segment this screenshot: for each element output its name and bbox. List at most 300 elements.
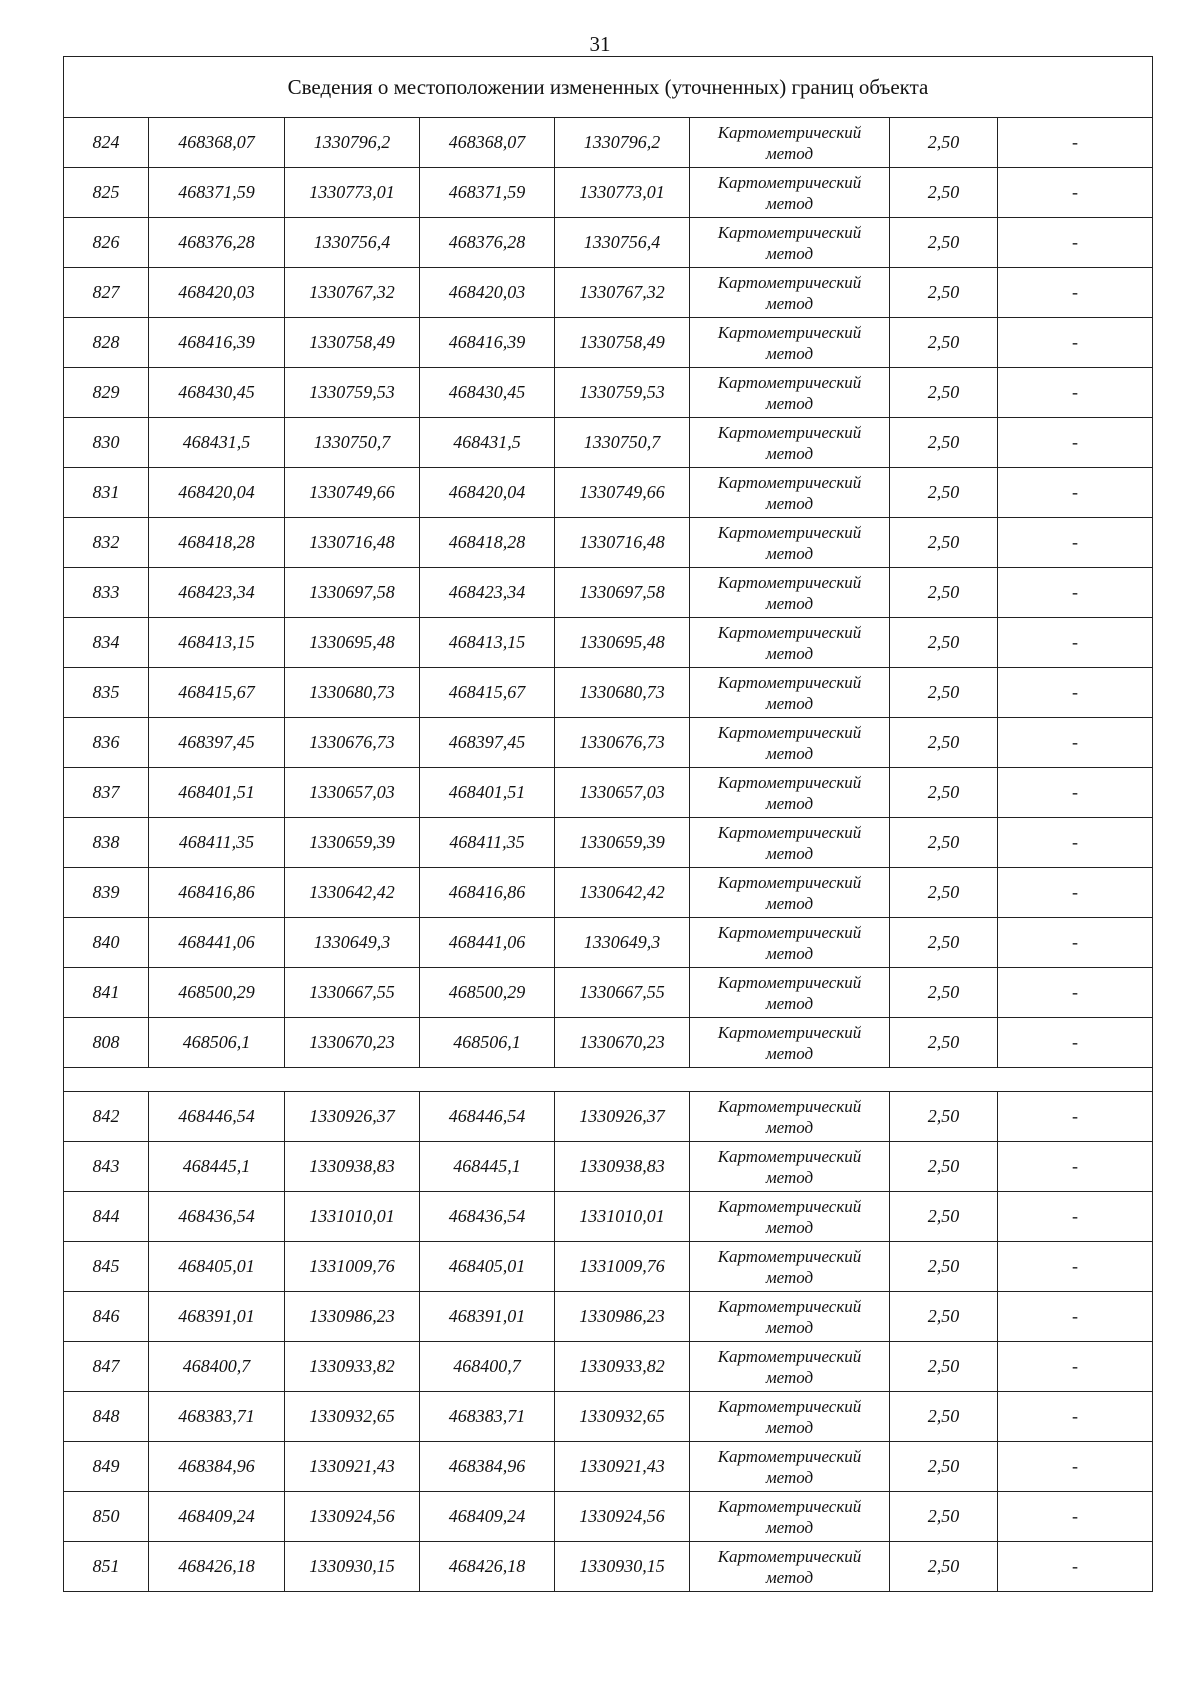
y-existing-cell: 1330670,23 xyxy=(285,1018,420,1068)
table-body xyxy=(64,57,1153,1592)
method-cell xyxy=(690,1492,890,1542)
y-new-cell: 1330796,2 xyxy=(555,118,690,168)
method-line2: метод xyxy=(765,1317,814,1337)
method-cell xyxy=(690,1292,890,1342)
point-number-cell: 845 xyxy=(64,1242,149,1292)
accuracy-cell: 2,50 xyxy=(890,318,998,368)
method-line2: метод xyxy=(765,1367,814,1387)
y-existing-cell: 1330767,32 xyxy=(285,268,420,318)
method-line2: метод xyxy=(765,1517,814,1537)
y-new-cell: 1331009,76 xyxy=(555,1242,690,1292)
point-number-cell: 843 xyxy=(64,1142,149,1192)
method-line1: Картометрический xyxy=(717,822,862,842)
method-line1: Картометрический xyxy=(717,1196,862,1216)
method-cell xyxy=(690,718,890,768)
x-new-cell: 468411,35 xyxy=(420,818,555,868)
method-line2: метод xyxy=(765,793,814,813)
method-line1: Картометрический xyxy=(717,1022,862,1042)
x-existing-cell: 468441,06 xyxy=(149,918,285,968)
table-row xyxy=(64,1192,1153,1242)
accuracy-cell: 2,50 xyxy=(890,968,998,1018)
method-cell xyxy=(690,368,890,418)
point-number-cell: 830 xyxy=(64,418,149,468)
method-line2: метод xyxy=(765,1217,814,1237)
note-cell: - xyxy=(998,718,1153,768)
table-row xyxy=(64,318,1153,368)
point-number-cell: 825 xyxy=(64,168,149,218)
x-new-cell: 468383,71 xyxy=(420,1392,555,1442)
method-cell xyxy=(690,668,890,718)
table-row xyxy=(64,118,1153,168)
y-existing-cell: 1330796,2 xyxy=(285,118,420,168)
table-row xyxy=(64,418,1153,468)
y-existing-cell: 1330756,4 xyxy=(285,218,420,268)
y-new-cell: 1330695,48 xyxy=(555,618,690,668)
note-cell: - xyxy=(998,368,1153,418)
table-row xyxy=(64,468,1153,518)
x-existing-cell: 468409,24 xyxy=(149,1492,285,1542)
point-number-cell: 808 xyxy=(64,1018,149,1068)
method-line2: метод xyxy=(765,743,814,763)
method-line1: Картометрический xyxy=(717,172,862,192)
y-existing-cell: 1330680,73 xyxy=(285,668,420,718)
accuracy-cell: 2,50 xyxy=(890,1442,998,1492)
x-new-cell: 468441,06 xyxy=(420,918,555,968)
x-new-cell: 468397,45 xyxy=(420,718,555,768)
method-line1: Картометрический xyxy=(717,1396,862,1416)
method-line1: Картометрический xyxy=(717,1346,862,1366)
table-row xyxy=(64,868,1153,918)
accuracy-cell: 2,50 xyxy=(890,718,998,768)
accuracy-cell: 2,50 xyxy=(890,218,998,268)
x-existing-cell: 468397,45 xyxy=(149,718,285,768)
group-separator-row xyxy=(64,1068,1153,1092)
x-new-cell: 468431,5 xyxy=(420,418,555,468)
y-existing-cell: 1330649,3 xyxy=(285,918,420,968)
y-new-cell: 1330921,43 xyxy=(555,1442,690,1492)
method-line1: Картометрический xyxy=(717,422,862,442)
method-line1: Картометрический xyxy=(717,1446,862,1466)
note-cell: - xyxy=(998,868,1153,918)
method-line2: метод xyxy=(765,243,814,263)
method-cell xyxy=(690,318,890,368)
y-new-cell: 1330924,56 xyxy=(555,1492,690,1542)
y-new-cell: 1330659,39 xyxy=(555,818,690,868)
y-new-cell: 1330930,15 xyxy=(555,1542,690,1592)
accuracy-cell: 2,50 xyxy=(890,768,998,818)
note-cell: - xyxy=(998,318,1153,368)
accuracy-cell: 2,50 xyxy=(890,468,998,518)
method-line1: Картометрический xyxy=(717,1246,862,1266)
x-existing-cell: 468436,54 xyxy=(149,1192,285,1242)
point-number-cell: 847 xyxy=(64,1342,149,1392)
x-existing-cell: 468420,03 xyxy=(149,268,285,318)
y-new-cell: 1330933,82 xyxy=(555,1342,690,1392)
accuracy-cell: 2,50 xyxy=(890,1192,998,1242)
x-new-cell: 468506,1 xyxy=(420,1018,555,1068)
y-existing-cell: 1330930,15 xyxy=(285,1542,420,1592)
y-new-cell: 1330667,55 xyxy=(555,968,690,1018)
accuracy-cell: 2,50 xyxy=(890,1242,998,1292)
table-row xyxy=(64,1392,1153,1442)
accuracy-cell: 2,50 xyxy=(890,1142,998,1192)
y-new-cell: 1330986,23 xyxy=(555,1292,690,1342)
method-line2: метод xyxy=(765,143,814,163)
y-new-cell: 1330642,42 xyxy=(555,868,690,918)
note-cell: - xyxy=(998,618,1153,668)
method-cell xyxy=(690,618,890,668)
method-line2: метод xyxy=(765,843,814,863)
note-cell: - xyxy=(998,468,1153,518)
x-existing-cell: 468416,39 xyxy=(149,318,285,368)
note-cell: - xyxy=(998,768,1153,818)
y-new-cell: 1330749,66 xyxy=(555,468,690,518)
method-line2: метод xyxy=(765,943,814,963)
note-cell: - xyxy=(998,268,1153,318)
x-existing-cell: 468445,1 xyxy=(149,1142,285,1192)
accuracy-cell: 2,50 xyxy=(890,1092,998,1142)
note-cell: - xyxy=(998,1292,1153,1342)
y-existing-cell: 1330933,82 xyxy=(285,1342,420,1392)
x-existing-cell: 468391,01 xyxy=(149,1292,285,1342)
method-line2: метод xyxy=(765,293,814,313)
x-new-cell: 468446,54 xyxy=(420,1092,555,1142)
y-new-cell: 1330926,37 xyxy=(555,1092,690,1142)
x-existing-cell: 468383,71 xyxy=(149,1392,285,1442)
point-number-cell: 844 xyxy=(64,1192,149,1242)
accuracy-cell: 2,50 xyxy=(890,118,998,168)
table-row xyxy=(64,1018,1153,1068)
x-new-cell: 468420,03 xyxy=(420,268,555,318)
method-line2: метод xyxy=(765,543,814,563)
method-line1: Картометрический xyxy=(717,322,862,342)
point-number-cell: 837 xyxy=(64,768,149,818)
x-existing-cell: 468426,18 xyxy=(149,1542,285,1592)
method-line1: Картометрический xyxy=(717,722,862,742)
y-new-cell: 1330938,83 xyxy=(555,1142,690,1192)
x-new-cell: 468401,51 xyxy=(420,768,555,818)
point-number-cell: 849 xyxy=(64,1442,149,1492)
point-number-cell: 842 xyxy=(64,1092,149,1142)
y-existing-cell: 1330921,43 xyxy=(285,1442,420,1492)
x-new-cell: 468371,59 xyxy=(420,168,555,218)
x-new-cell: 468426,18 xyxy=(420,1542,555,1592)
x-new-cell: 468413,15 xyxy=(420,618,555,668)
y-existing-cell: 1330758,49 xyxy=(285,318,420,368)
page-number: 31 xyxy=(589,32,611,56)
y-new-cell: 1330750,7 xyxy=(555,418,690,468)
y-existing-cell: 1330697,58 xyxy=(285,568,420,618)
method-line2: метод xyxy=(765,693,814,713)
x-new-cell: 468376,28 xyxy=(420,218,555,268)
x-new-cell: 468436,54 xyxy=(420,1192,555,1242)
table-row xyxy=(64,1442,1153,1492)
x-existing-cell: 468411,35 xyxy=(149,818,285,868)
table-row xyxy=(64,268,1153,318)
method-cell xyxy=(690,1542,890,1592)
method-line2: метод xyxy=(765,1567,814,1587)
x-existing-cell: 468423,34 xyxy=(149,568,285,618)
x-existing-cell: 468446,54 xyxy=(149,1092,285,1142)
point-number-cell: 836 xyxy=(64,718,149,768)
method-line2: метод xyxy=(765,1417,814,1437)
method-cell xyxy=(690,1242,890,1292)
method-line1: Картометрический xyxy=(717,772,862,792)
point-number-cell: 838 xyxy=(64,818,149,868)
note-cell: - xyxy=(998,1192,1153,1242)
y-existing-cell: 1330667,55 xyxy=(285,968,420,1018)
accuracy-cell: 2,50 xyxy=(890,1392,998,1442)
x-new-cell: 468416,39 xyxy=(420,318,555,368)
note-cell: - xyxy=(998,568,1153,618)
method-line1: Картометрический xyxy=(717,1546,862,1566)
x-existing-cell: 468371,59 xyxy=(149,168,285,218)
x-new-cell: 468405,01 xyxy=(420,1242,555,1292)
x-new-cell: 468415,67 xyxy=(420,668,555,718)
x-existing-cell: 468420,04 xyxy=(149,468,285,518)
accuracy-cell: 2,50 xyxy=(890,918,998,968)
accuracy-cell: 2,50 xyxy=(890,1018,998,1068)
note-cell: - xyxy=(998,818,1153,868)
point-number-cell: 833 xyxy=(64,568,149,618)
y-existing-cell: 1330750,7 xyxy=(285,418,420,468)
y-new-cell: 1330767,32 xyxy=(555,268,690,318)
note-cell: - xyxy=(998,1442,1153,1492)
method-cell xyxy=(690,468,890,518)
y-existing-cell: 1330749,66 xyxy=(285,468,420,518)
table-title: Сведения о местоположении измененных (уточненных) границ объекта xyxy=(64,57,1153,118)
method-cell xyxy=(690,768,890,818)
method-cell xyxy=(690,1018,890,1068)
y-existing-cell: 1330924,56 xyxy=(285,1492,420,1542)
method-cell xyxy=(690,1092,890,1142)
method-line1: Картометрический xyxy=(717,872,862,892)
x-existing-cell: 468500,29 xyxy=(149,968,285,1018)
x-existing-cell: 468400,7 xyxy=(149,1342,285,1392)
accuracy-cell: 2,50 xyxy=(890,568,998,618)
method-cell xyxy=(690,418,890,468)
accuracy-cell: 2,50 xyxy=(890,818,998,868)
y-new-cell: 1330756,4 xyxy=(555,218,690,268)
x-existing-cell: 468416,86 xyxy=(149,868,285,918)
point-number-cell: 839 xyxy=(64,868,149,918)
y-new-cell: 1330773,01 xyxy=(555,168,690,218)
note-cell: - xyxy=(998,918,1153,968)
y-existing-cell: 1330938,83 xyxy=(285,1142,420,1192)
point-number-cell: 829 xyxy=(64,368,149,418)
table-row xyxy=(64,1092,1153,1142)
method-cell xyxy=(690,1192,890,1242)
y-new-cell: 1330716,48 xyxy=(555,518,690,568)
note-cell: - xyxy=(998,968,1153,1018)
table-row xyxy=(64,518,1153,568)
y-existing-cell: 1331009,76 xyxy=(285,1242,420,1292)
table-row xyxy=(64,918,1153,968)
y-new-cell: 1331010,01 xyxy=(555,1192,690,1242)
note-cell: - xyxy=(998,1018,1153,1068)
y-existing-cell: 1330716,48 xyxy=(285,518,420,568)
boundary-coordinates-table xyxy=(63,56,1153,1592)
table-row xyxy=(64,1292,1153,1342)
method-cell xyxy=(690,168,890,218)
method-line1: Картометрический xyxy=(717,372,862,392)
method-line1: Картометрический xyxy=(717,972,862,992)
method-line2: метод xyxy=(765,1167,814,1187)
method-cell xyxy=(690,1392,890,1442)
method-line2: метод xyxy=(765,643,814,663)
accuracy-cell: 2,50 xyxy=(890,368,998,418)
method-line2: метод xyxy=(765,493,814,513)
accuracy-cell: 2,50 xyxy=(890,618,998,668)
y-existing-cell: 1330986,23 xyxy=(285,1292,420,1342)
table-row xyxy=(64,218,1153,268)
y-existing-cell: 1330759,53 xyxy=(285,368,420,418)
method-line2: метод xyxy=(765,1467,814,1487)
point-number-cell: 840 xyxy=(64,918,149,968)
table-row xyxy=(64,1342,1153,1392)
point-number-cell: 824 xyxy=(64,118,149,168)
x-new-cell: 468400,7 xyxy=(420,1342,555,1392)
method-line2: метод xyxy=(765,443,814,463)
point-number-cell: 841 xyxy=(64,968,149,1018)
method-line1: Картометрический xyxy=(717,922,862,942)
note-cell: - xyxy=(998,1092,1153,1142)
table-row xyxy=(64,968,1153,1018)
method-cell xyxy=(690,1442,890,1492)
point-number-cell: 850 xyxy=(64,1492,149,1542)
table-row xyxy=(64,168,1153,218)
method-line2: метод xyxy=(765,1043,814,1063)
x-existing-cell: 468430,45 xyxy=(149,368,285,418)
method-cell xyxy=(690,118,890,168)
table-row xyxy=(64,1542,1153,1592)
method-cell xyxy=(690,818,890,868)
accuracy-cell: 2,50 xyxy=(890,518,998,568)
accuracy-cell: 2,50 xyxy=(890,1492,998,1542)
x-new-cell: 468409,24 xyxy=(420,1492,555,1542)
y-new-cell: 1330657,03 xyxy=(555,768,690,818)
accuracy-cell: 2,50 xyxy=(890,168,998,218)
method-line1: Картометрический xyxy=(717,522,862,542)
y-new-cell: 1330697,58 xyxy=(555,568,690,618)
y-new-cell: 1330676,73 xyxy=(555,718,690,768)
point-number-cell: 832 xyxy=(64,518,149,568)
method-cell xyxy=(690,1142,890,1192)
method-line2: метод xyxy=(765,193,814,213)
y-existing-cell: 1330695,48 xyxy=(285,618,420,668)
x-new-cell: 468416,86 xyxy=(420,868,555,918)
x-new-cell: 468391,01 xyxy=(420,1292,555,1342)
table-row xyxy=(64,1242,1153,1292)
accuracy-cell: 2,50 xyxy=(890,1542,998,1592)
method-line1: Картометрический xyxy=(717,1096,862,1116)
table-row xyxy=(64,1142,1153,1192)
y-existing-cell: 1330659,39 xyxy=(285,818,420,868)
x-existing-cell: 468413,15 xyxy=(149,618,285,668)
note-cell: - xyxy=(998,1542,1153,1592)
y-new-cell: 1330670,23 xyxy=(555,1018,690,1068)
table-row xyxy=(64,368,1153,418)
note-cell: - xyxy=(998,168,1153,218)
note-cell: - xyxy=(998,1242,1153,1292)
y-new-cell: 1330759,53 xyxy=(555,368,690,418)
x-existing-cell: 468376,28 xyxy=(149,218,285,268)
method-line2: метод xyxy=(765,1267,814,1287)
table-row xyxy=(64,718,1153,768)
point-number-cell: 826 xyxy=(64,218,149,268)
method-line1: Картометрический xyxy=(717,1496,862,1516)
point-number-cell: 848 xyxy=(64,1392,149,1442)
x-new-cell: 468423,34 xyxy=(420,568,555,618)
accuracy-cell: 2,50 xyxy=(890,668,998,718)
y-existing-cell: 1330926,37 xyxy=(285,1092,420,1142)
method-cell xyxy=(690,218,890,268)
accuracy-cell: 2,50 xyxy=(890,868,998,918)
method-line2: метод xyxy=(765,993,814,1013)
method-cell xyxy=(690,968,890,1018)
x-existing-cell: 468431,5 xyxy=(149,418,285,468)
y-existing-cell: 1330932,65 xyxy=(285,1392,420,1442)
point-number-cell: 851 xyxy=(64,1542,149,1592)
table-row xyxy=(64,668,1153,718)
accuracy-cell: 2,50 xyxy=(890,268,998,318)
note-cell: - xyxy=(998,518,1153,568)
accuracy-cell: 2,50 xyxy=(890,1292,998,1342)
x-existing-cell: 468384,96 xyxy=(149,1442,285,1492)
accuracy-cell: 2,50 xyxy=(890,1342,998,1392)
y-new-cell: 1330649,3 xyxy=(555,918,690,968)
x-existing-cell: 468401,51 xyxy=(149,768,285,818)
y-existing-cell: 1330773,01 xyxy=(285,168,420,218)
y-new-cell: 1330758,49 xyxy=(555,318,690,368)
y-existing-cell: 1330657,03 xyxy=(285,768,420,818)
y-existing-cell: 1330642,42 xyxy=(285,868,420,918)
point-number-cell: 835 xyxy=(64,668,149,718)
x-new-cell: 468430,45 xyxy=(420,368,555,418)
x-existing-cell: 468415,67 xyxy=(149,668,285,718)
x-existing-cell: 468368,07 xyxy=(149,118,285,168)
x-new-cell: 468368,07 xyxy=(420,118,555,168)
method-line2: метод xyxy=(765,1117,814,1137)
y-new-cell: 1330680,73 xyxy=(555,668,690,718)
method-line2: метод xyxy=(765,393,814,413)
y-existing-cell: 1331010,01 xyxy=(285,1192,420,1242)
x-new-cell: 468445,1 xyxy=(420,1142,555,1192)
method-line1: Картометрический xyxy=(717,622,862,642)
point-number-cell: 827 xyxy=(64,268,149,318)
note-cell: - xyxy=(998,1342,1153,1392)
accuracy-cell: 2,50 xyxy=(890,418,998,468)
method-line1: Картометрический xyxy=(717,122,862,142)
method-cell xyxy=(690,518,890,568)
point-number-cell: 846 xyxy=(64,1292,149,1342)
method-line2: метод xyxy=(765,343,814,363)
separator-cell xyxy=(64,1068,1153,1092)
table-row xyxy=(64,618,1153,668)
method-line1: Картометрический xyxy=(717,1296,862,1316)
note-cell: - xyxy=(998,1392,1153,1442)
table-row xyxy=(64,818,1153,868)
x-new-cell: 468418,28 xyxy=(420,518,555,568)
method-line2: метод xyxy=(765,893,814,913)
x-new-cell: 468500,29 xyxy=(420,968,555,1018)
point-number-cell: 831 xyxy=(64,468,149,518)
note-cell: - xyxy=(998,218,1153,268)
method-cell xyxy=(690,918,890,968)
table-row xyxy=(64,1492,1153,1542)
point-number-cell: 834 xyxy=(64,618,149,668)
note-cell: - xyxy=(998,118,1153,168)
